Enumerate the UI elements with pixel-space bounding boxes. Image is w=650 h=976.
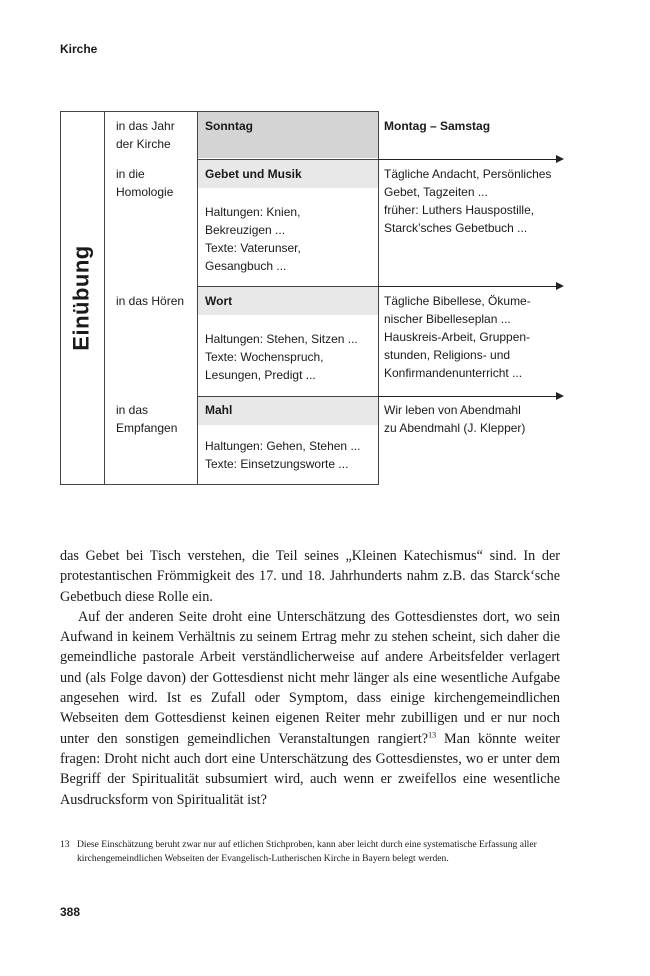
row1-details: Haltungen: Knien, Bekreuzigen ... Texte: Vaterunser, Gesangbuch ... — [205, 205, 301, 273]
arrow-head-2 — [556, 282, 564, 290]
row0-label: in das Jahr der Kirche — [116, 119, 175, 151]
row2-title: Wort — [205, 294, 233, 308]
footnote-ref-13[interactable]: 13 — [428, 729, 437, 739]
frame-bottom-line — [60, 484, 378, 485]
vertical-label — [60, 112, 104, 484]
paragraph-2-part-2: Man könnte weiter fragen: Droht nicht auch dort eine Unterschätzung des Gottesdienstes, wo er unter dem Begriff der Spiritualität subsumiert wird, auch wenn er zweifellos eine wesentliche Ausdrucksform von Spiritualität ist? — [60, 730, 560, 808]
row1-label: in die Homologie — [116, 167, 174, 199]
row3-details: Haltungen: Gehen, Stehen ... Texte: Einsetzungsworte ... — [205, 439, 361, 471]
paragraph-1: das Gebet bei Tisch verstehen, die Teil seines „Kleinen Katechismus“ sind. In der protestantischen Frömmigkeit des 17. und 18. Jahrhunderts nahm z.B. das Starck‘sche Gebetbuch diese Rolle ein. — [60, 548, 560, 605]
sunday-header: Sonntag — [205, 119, 253, 133]
frame-top-line — [60, 111, 378, 112]
arrow-line-2 — [378, 286, 556, 287]
paragraph-2-part-1: Auf der anderen Seite droht eine Unterschätzung des Gottesdienstes dort, wo sein Aufwand in keinem Verhältnis zu seinem Ertrag mehr zu stehen scheint, sich daher die gemeindliche pastorale Arbeit verständlicherweise auf andere Arbeitsfelder verlagert und (als Folge davon) der Gottesdienst nicht mehr länger als eine wesentliche Aufgabe angesehen wird. Ist es Zufall oder Symptom, dass einige kirchengemeindlichen Webseiten dem Gottesdienst keinen eigenen Reiter mehr zubilligen und er nur noch unter den sonstigen gemeindlichen Veranstaltungen rangiert? — [60, 608, 560, 747]
weekdays-header: Montag – Samstag — [384, 119, 491, 133]
arrow-line-3 — [378, 396, 556, 397]
running-title: Kirche — [60, 42, 98, 56]
vertical-label-text: Einübung — [69, 245, 95, 351]
page-number: 388 — [60, 905, 81, 919]
footnote-text: Diese Einschätzung beruht zwar nur auf etlichen Stichproben, kann aber leicht durch eine systematische Erfassung aller kirchengemeindlichen Webseiten der Evangelisch-Lutherischen Kirche in Bayern belegt werden. — [77, 839, 537, 864]
arrow-head-3 — [556, 392, 564, 400]
row3-weekdays: Wir leben von Abendmahl zu Abendmahl (J. Klepper) — [384, 403, 526, 435]
sunday-right-line — [378, 111, 379, 485]
row2-details: Haltungen: Stehen, Sitzen ... Texte: Wochenspruch, Lesungen, Predigt ... — [205, 332, 358, 382]
arrow-line-1 — [378, 159, 556, 160]
row3-title: Mahl — [205, 403, 233, 417]
row3-label: in das Empfangen — [116, 403, 178, 435]
row1-title: Gebet und Musik — [205, 167, 302, 181]
body-text — [60, 546, 560, 810]
row1-weekdays: Tägliche Andacht, Persönliches Gebet, Tagzeiten ... früher: Luthers Hauspostille, Starck’sches Gebetbuch ... — [384, 167, 552, 235]
footnote — [60, 838, 560, 866]
paragraph-2 — [60, 607, 560, 810]
label-column-divider — [104, 111, 105, 485]
row-separator-3 — [198, 396, 378, 397]
row-separator-1 — [198, 159, 378, 160]
row2-weekdays: Tägliche Bibellese, Ökume- nischer Bibelleseplan ... Hauskreis-Arbeit, Gruppen- stunden, Religions- und Konfirmandenunterricht ... — [384, 294, 531, 380]
sunday-left-line — [197, 111, 198, 485]
row2-label: in das Hören — [116, 294, 185, 308]
row-separator-2 — [198, 286, 378, 287]
arrow-head-1 — [556, 155, 564, 163]
footnote-number: 13 — [60, 839, 70, 850]
